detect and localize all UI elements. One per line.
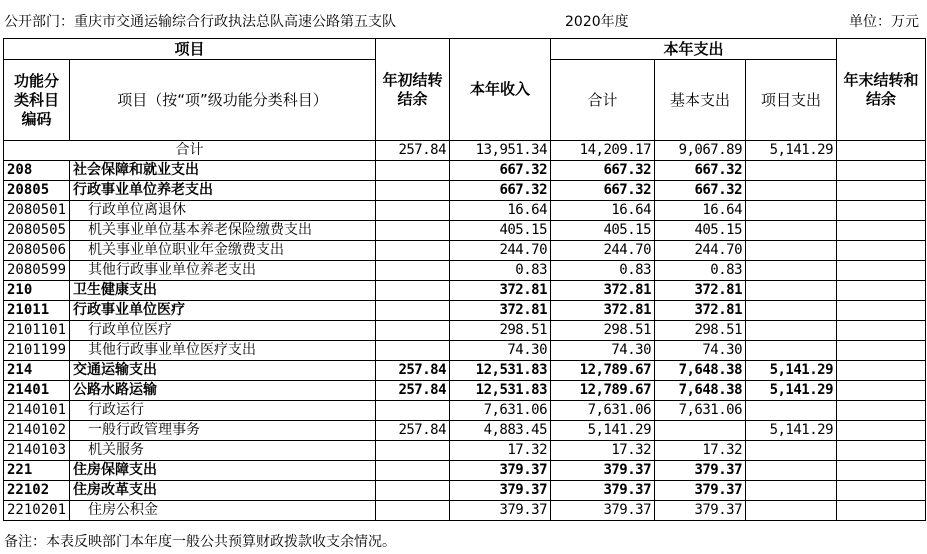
row-total: 379.37 (551, 481, 655, 501)
row-total: 372.81 (551, 301, 655, 321)
row-income: 372.81 (450, 301, 551, 321)
row-project (746, 201, 837, 221)
table-row (4, 341, 926, 361)
row-code: 21011 (4, 301, 70, 321)
row-total: 12,789.67 (551, 381, 655, 401)
row-project (746, 221, 837, 241)
row-end (837, 341, 926, 361)
row-project: 5,141.29 (746, 381, 837, 401)
row-end (837, 201, 926, 221)
row-income: 667.32 (450, 161, 551, 181)
total-expense: 14,209.17 (551, 141, 655, 161)
row-basic: 7,648.38 (655, 381, 746, 401)
row-total: 405.15 (551, 221, 655, 241)
table-row (4, 241, 926, 261)
row-begin: 257.84 (376, 421, 450, 441)
row-project (746, 321, 837, 341)
row-basic: 298.51 (655, 321, 746, 341)
row-name: 机关服务 (70, 441, 376, 461)
row-name: 行政事业单位养老支出 (70, 181, 376, 201)
row-name: 行政运行 (70, 401, 376, 421)
row-begin (376, 261, 450, 281)
table-row (4, 361, 926, 381)
header-expense-total: 合计 (551, 60, 655, 141)
row-end (837, 321, 926, 341)
row-income: 372.81 (450, 281, 551, 301)
row-basic: 379.37 (655, 501, 746, 521)
header-begin-balance: 年初结转结余 (376, 39, 450, 141)
row-end (837, 421, 926, 441)
report-header (0, 0, 927, 38)
row-begin (376, 221, 450, 241)
row-income: 12,531.83 (450, 381, 551, 401)
total-income: 13,951.34 (450, 141, 551, 161)
row-end (837, 481, 926, 501)
row-total: 16.64 (551, 201, 655, 221)
table-row (4, 441, 926, 461)
row-code: 2101101 (4, 321, 70, 341)
row-total: 244.70 (551, 241, 655, 261)
row-project: 5,141.29 (746, 421, 837, 441)
row-total: 667.32 (551, 181, 655, 201)
total-basic: 9,067.89 (655, 141, 746, 161)
row-begin (376, 321, 450, 341)
header-name: 项目（按“项”级功能分类科目） (70, 60, 376, 141)
row-project (746, 341, 837, 361)
row-begin (376, 441, 450, 461)
row-code: 22102 (4, 481, 70, 501)
row-name: 行政事业单位医疗 (70, 301, 376, 321)
row-total: 0.83 (551, 261, 655, 281)
row-code: 2101199 (4, 341, 70, 361)
row-end (837, 361, 926, 381)
row-basic: 17.32 (655, 441, 746, 461)
row-begin: 257.84 (376, 381, 450, 401)
header-basic: 基本支出 (655, 60, 746, 141)
row-total: 74.30 (551, 341, 655, 361)
row-end (837, 461, 926, 481)
row-end (837, 241, 926, 261)
row-total: 379.37 (551, 501, 655, 521)
row-project (746, 241, 837, 261)
header-row-1 (4, 39, 926, 60)
total-begin: 257.84 (376, 141, 450, 161)
row-income: 74.30 (450, 341, 551, 361)
header-end-balance: 年末结转和结余 (837, 39, 926, 141)
row-name: 行政单位离退休 (70, 201, 376, 221)
row-end (837, 221, 926, 241)
row-income: 7,631.06 (450, 401, 551, 421)
row-code: 2080505 (4, 221, 70, 241)
table-row (4, 501, 926, 521)
row-project (746, 441, 837, 461)
row-begin (376, 241, 450, 261)
row-code: 208 (4, 161, 70, 181)
row-basic: 16.64 (655, 201, 746, 221)
row-begin (376, 161, 450, 181)
row-end (837, 441, 926, 461)
row-code: 21401 (4, 381, 70, 401)
table-row (4, 161, 926, 181)
table-row (4, 321, 926, 341)
row-name: 机关事业单位职业年金缴费支出 (70, 241, 376, 261)
row-end (837, 281, 926, 301)
row-income: 405.15 (450, 221, 551, 241)
row-basic: 244.70 (655, 241, 746, 261)
row-income: 4,883.45 (450, 421, 551, 441)
row-income: 17.32 (450, 441, 551, 461)
row-name: 社会保障和就业支出 (70, 161, 376, 181)
row-total: 7,631.06 (551, 401, 655, 421)
row-code: 20805 (4, 181, 70, 201)
row-total: 17.32 (551, 441, 655, 461)
row-project: 5,141.29 (746, 361, 837, 381)
row-code: 2080599 (4, 261, 70, 281)
row-project (746, 401, 837, 421)
row-basic: 667.32 (655, 161, 746, 181)
row-income: 0.83 (450, 261, 551, 281)
row-end (837, 181, 926, 201)
unit-label: 单位：万元 (849, 14, 919, 30)
row-end (837, 381, 926, 401)
row-basic (655, 421, 746, 441)
row-name: 公路水路运输 (70, 381, 376, 401)
row-code: 2080506 (4, 241, 70, 261)
row-code: 2210201 (4, 501, 70, 521)
row-begin (376, 401, 450, 421)
row-income: 379.37 (450, 501, 551, 521)
row-project (746, 281, 837, 301)
row-total: 379.37 (551, 461, 655, 481)
row-basic: 667.32 (655, 181, 746, 201)
footnote: 备注：本表反映部门本年度一般公共预算财政拨款收支余情况。 (4, 534, 396, 550)
row-name: 住房公积金 (70, 501, 376, 521)
row-code: 2140101 (4, 401, 70, 421)
row-basic: 372.81 (655, 301, 746, 321)
row-total: 667.32 (551, 161, 655, 181)
header-expense-group: 本年支出 (551, 39, 837, 60)
budget-table (3, 38, 926, 521)
row-income: 12,531.83 (450, 361, 551, 381)
table-row (4, 301, 926, 321)
row-name: 其他行政事业单位医疗支出 (70, 341, 376, 361)
header-income: 本年收入 (450, 39, 551, 141)
row-name: 住房改革支出 (70, 481, 376, 501)
row-income: 379.37 (450, 481, 551, 501)
table-row (4, 381, 926, 401)
row-begin (376, 341, 450, 361)
row-income: 379.37 (450, 461, 551, 481)
row-end (837, 501, 926, 521)
row-project (746, 481, 837, 501)
row-code: 210 (4, 281, 70, 301)
row-total: 5,141.29 (551, 421, 655, 441)
table-row (4, 401, 926, 421)
table-row (4, 261, 926, 281)
row-name: 机关事业单位基本养老保险缴费支出 (70, 221, 376, 241)
row-basic: 372.81 (655, 281, 746, 301)
row-name: 交通运输支出 (70, 361, 376, 381)
row-basic: 379.37 (655, 481, 746, 501)
row-end (837, 161, 926, 181)
total-project: 5,141.29 (746, 141, 837, 161)
row-income: 667.32 (450, 181, 551, 201)
row-basic: 0.83 (655, 261, 746, 281)
header-project-expense: 项目支出 (746, 60, 837, 141)
row-name: 卫生健康支出 (70, 281, 376, 301)
table-row (4, 421, 926, 441)
row-name: 住房保障支出 (70, 461, 376, 481)
row-begin (376, 301, 450, 321)
table-row (4, 281, 926, 301)
row-end (837, 401, 926, 421)
row-code: 214 (4, 361, 70, 381)
row-begin (376, 501, 450, 521)
row-basic: 405.15 (655, 221, 746, 241)
header-code: 功能分类科目编码 (4, 60, 70, 141)
row-name: 其他行政事业单位养老支出 (70, 261, 376, 281)
row-basic: 7,631.06 (655, 401, 746, 421)
row-project (746, 461, 837, 481)
total-row (4, 141, 926, 161)
row-code: 2140102 (4, 421, 70, 441)
row-project (746, 301, 837, 321)
row-income: 16.64 (450, 201, 551, 221)
row-name: 行政单位医疗 (70, 321, 376, 341)
row-begin (376, 201, 450, 221)
total-end (837, 141, 926, 161)
table-row (4, 481, 926, 501)
row-project (746, 181, 837, 201)
total-label: 合计 (4, 141, 376, 161)
row-end (837, 301, 926, 321)
header-project-group: 项目 (4, 39, 376, 60)
row-total: 372.81 (551, 281, 655, 301)
department-label: 公开部门：重庆市交通运输综合行政执法总队高速公路第五支队 (4, 14, 396, 30)
row-project (746, 161, 837, 181)
row-begin (376, 181, 450, 201)
row-basic: 379.37 (655, 461, 746, 481)
year-label: 2020年度 (565, 14, 629, 30)
row-total: 298.51 (551, 321, 655, 341)
table-row (4, 181, 926, 201)
row-project (746, 501, 837, 521)
table-row (4, 221, 926, 241)
table-row (4, 461, 926, 481)
row-begin (376, 461, 450, 481)
row-total: 12,789.67 (551, 361, 655, 381)
row-code: 2080501 (4, 201, 70, 221)
row-begin (376, 281, 450, 301)
table-row (4, 201, 926, 221)
row-code: 221 (4, 461, 70, 481)
row-income: 298.51 (450, 321, 551, 341)
row-begin (376, 481, 450, 501)
row-basic: 74.30 (655, 341, 746, 361)
row-basic: 7,648.38 (655, 361, 746, 381)
row-begin: 257.84 (376, 361, 450, 381)
row-income: 244.70 (450, 241, 551, 261)
row-code: 2140103 (4, 441, 70, 461)
row-name: 一般行政管理事务 (70, 421, 376, 441)
row-project (746, 261, 837, 281)
row-end (837, 261, 926, 281)
